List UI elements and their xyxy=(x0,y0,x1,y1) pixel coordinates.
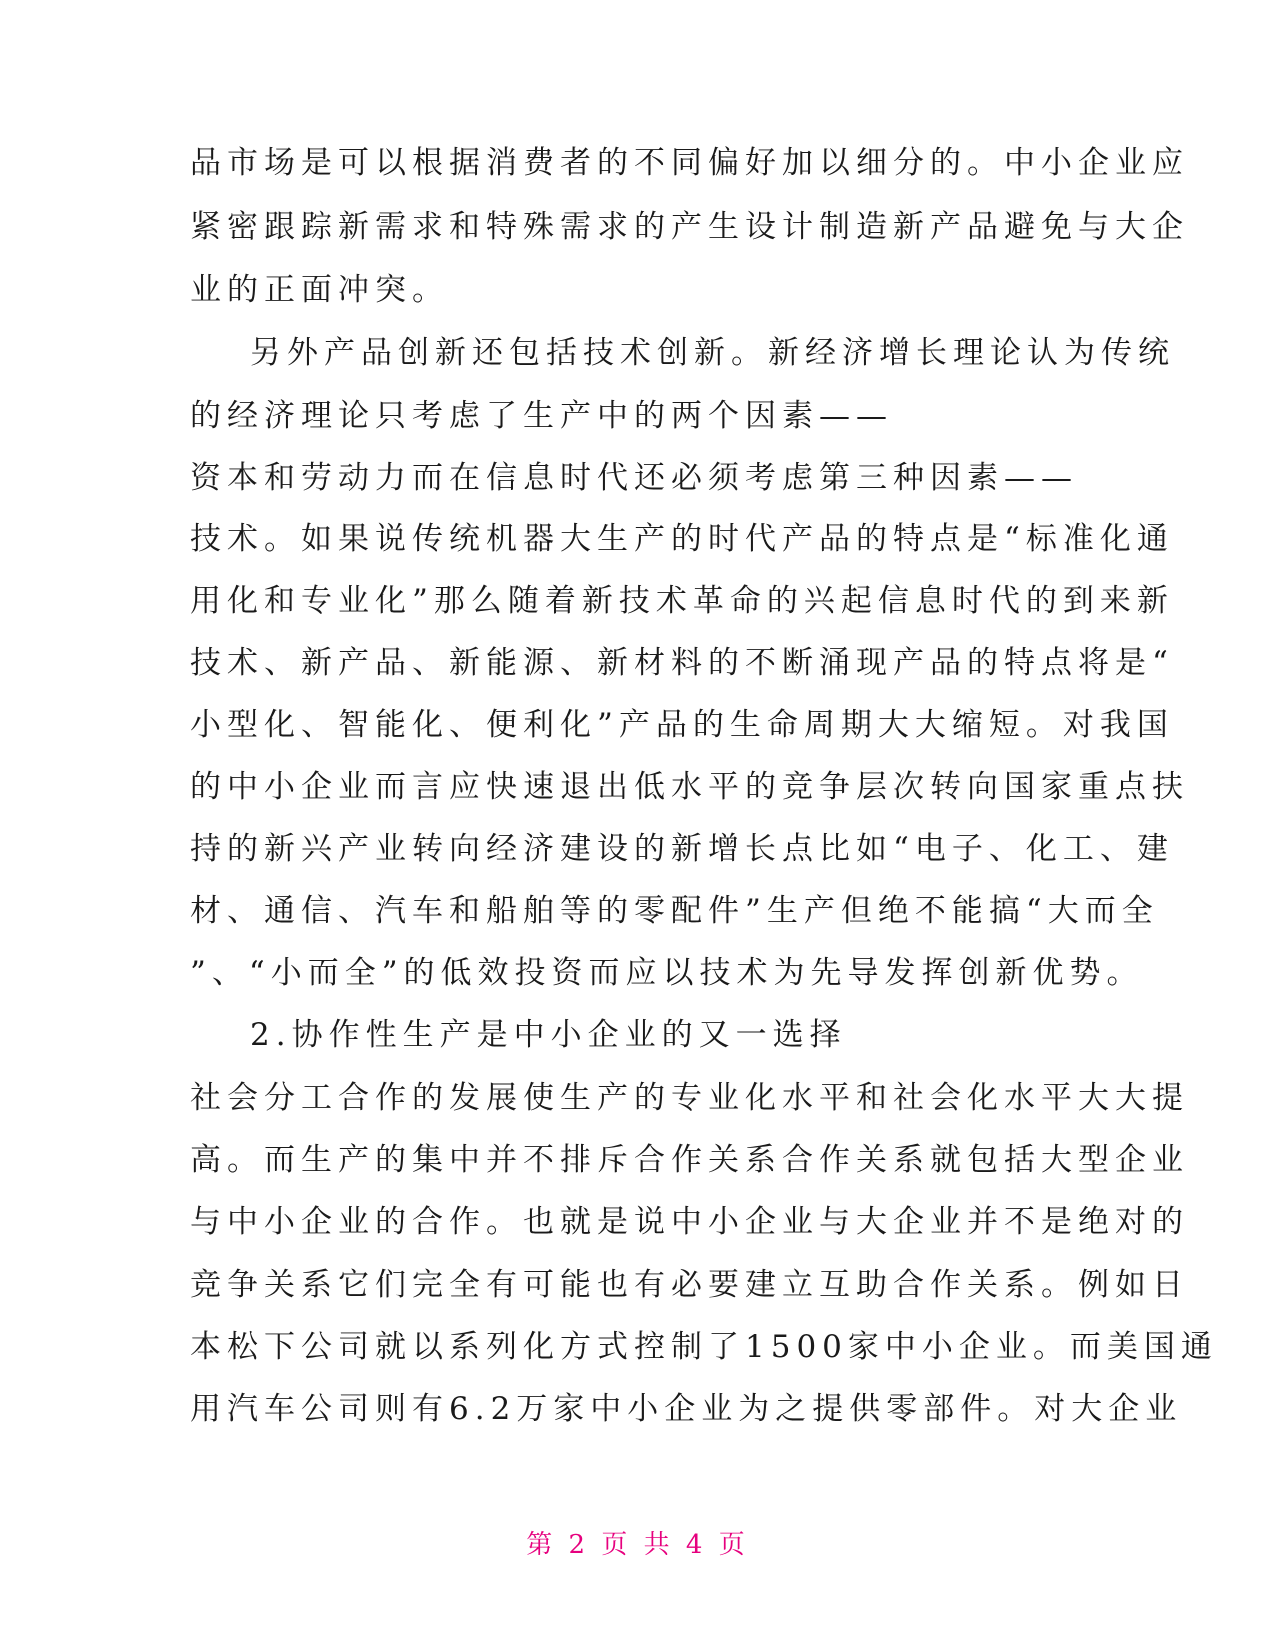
text-line: 紧密跟踪新需求和特殊需求的产生设计制造新产品避免与大企 xyxy=(190,209,1189,245)
page-number-footer: 第 2 页 共 4 页 xyxy=(526,1530,749,1560)
text-line: 技术。如果说传统机器大生产的时代产品的特点是“标准化通 xyxy=(190,521,1174,557)
text-line: 与中小企业的合作。也就是说中小企业与大企业并不是绝对的 xyxy=(190,1204,1189,1240)
section-heading: 2.协作性生产是中小企业的又一选择 xyxy=(250,1017,847,1053)
paragraph-first-line: 另外产品创新还包括技术创新。新经济增长理论认为传统 xyxy=(250,335,1175,371)
text-line: 的经济理论只考虑了生产中的两个因素—— xyxy=(190,398,893,434)
text-line: 材、通信、汽车和船舶等的零配件”生产但绝不能搞“大而全 xyxy=(190,893,1159,929)
text-line: 本松下公司就以系列化方式控制了1500家中小企业。而美国通 xyxy=(190,1329,1218,1365)
text-line: 品市场是可以根据消费者的不同偏好加以细分的。中小企业应 xyxy=(190,145,1189,181)
text-line: 用化和专业化”那么随着新技术革命的兴起信息时代的到来新 xyxy=(190,583,1174,619)
text-line: ”、“小而全”的低效投资而应以技术为先导发挥创新优势。 xyxy=(190,955,1144,991)
text-line: 的中小企业而言应快速退出低水平的竞争层次转向国家重点扶 xyxy=(190,769,1189,805)
text-line: 竞争关系它们完全有可能也有必要建立互助合作关系。例如日 xyxy=(190,1267,1189,1303)
text-line: 资本和劳动力而在信息时代还必须考虑第三种因素—— xyxy=(190,460,1078,496)
text-line: 技术、新产品、新能源、新材料的不断涌现产品的特点将是“ xyxy=(190,645,1174,681)
text-line: 小型化、智能化、便利化”产品的生命周期大大缩短。对我国 xyxy=(190,707,1174,743)
text-line: 用汽车公司则有6.2万家中小企业为之提供零部件。对大企业 xyxy=(190,1391,1183,1427)
text-line: 社会分工合作的发展使生产的专业化水平和社会化水平大大提 xyxy=(190,1080,1189,1116)
text-line: 持的新兴产业转向经济建设的新增长点比如“电子、化工、建 xyxy=(190,831,1174,867)
text-line: 高。而生产的集中并不排斥合作关系合作关系就包括大型企业 xyxy=(190,1142,1189,1178)
text-line: 业的正面冲突。 xyxy=(190,272,449,308)
